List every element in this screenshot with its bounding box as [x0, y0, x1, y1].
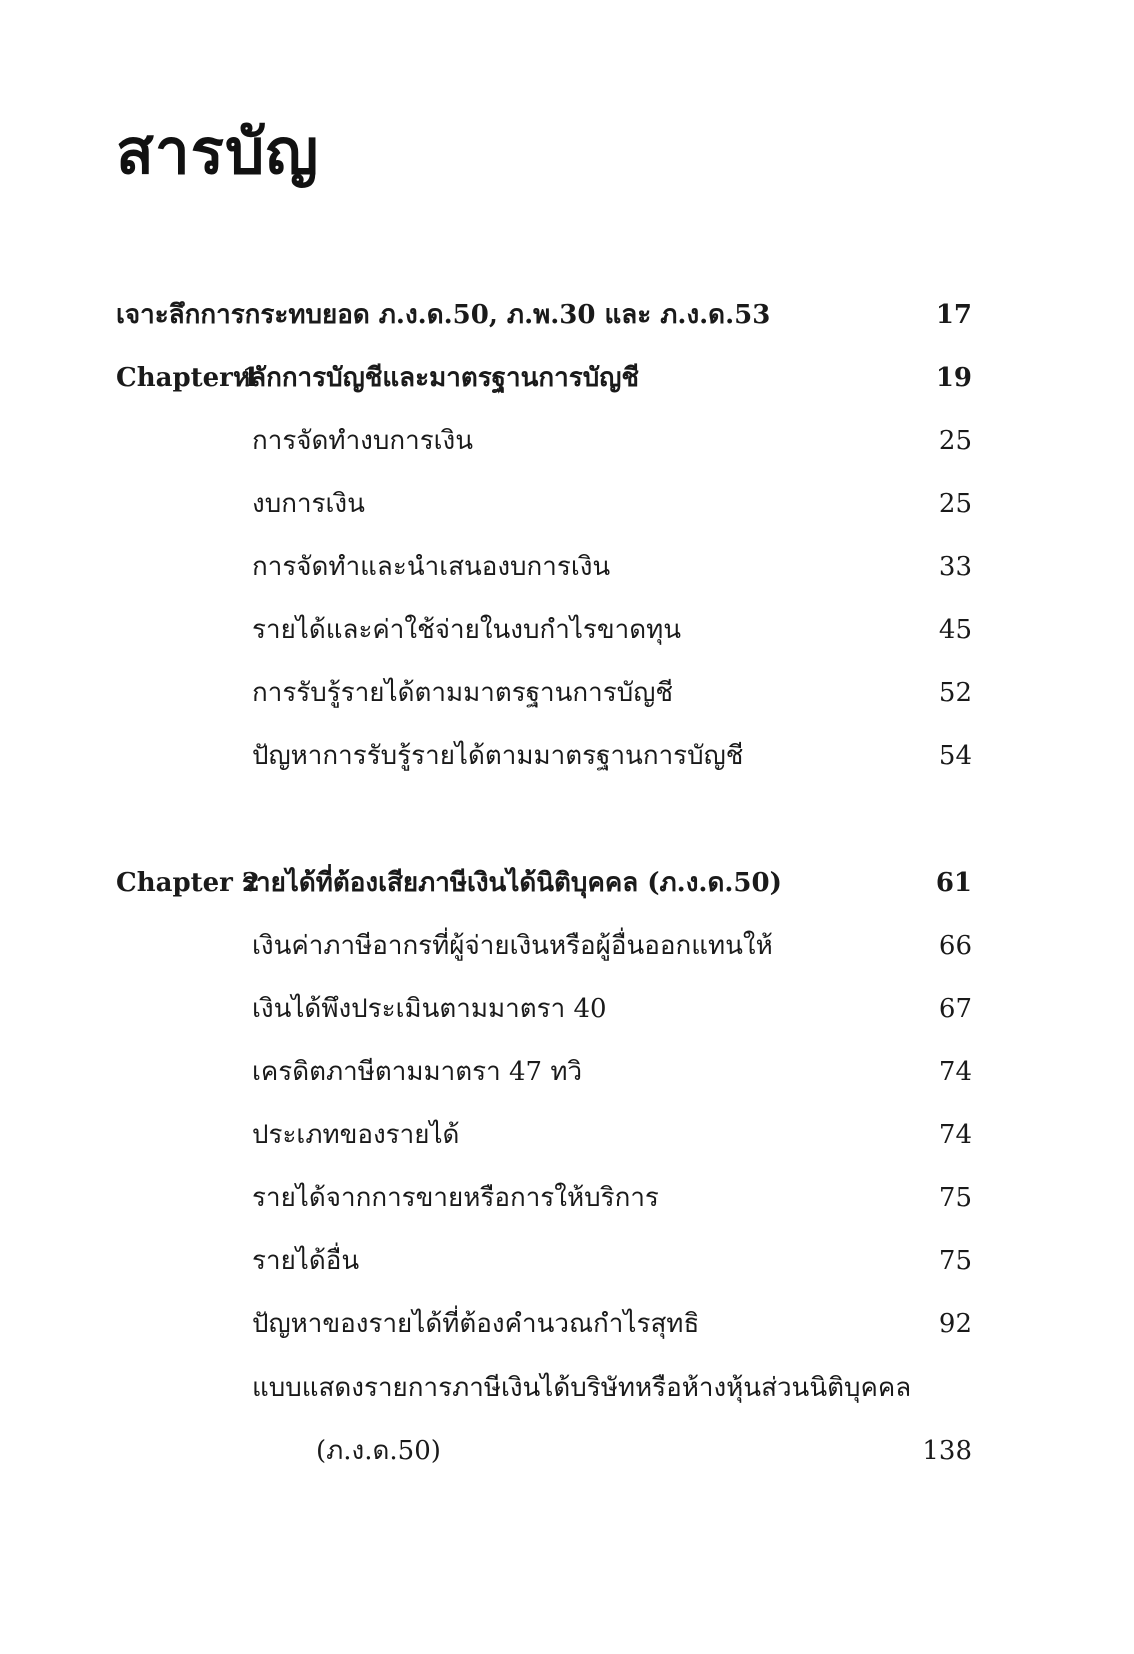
toc-page-number: 52 [938, 678, 972, 708]
chapter-title: รายได้ที่ต้องเสียภาษีเงินได้นิติบุคคล (ภ.ง.ด.50) [242, 868, 782, 898]
toc-section-row[interactable] [116, 921, 972, 971]
toc-section-row[interactable] [116, 1047, 972, 1097]
toc-chapter-2-row[interactable] [116, 858, 972, 908]
toc-entry-title: เงินได้พึงประเมินตามมาตรา 40 [252, 994, 607, 1024]
toc-entry-title: เจาะลึกการกระทบยอด ภ.ง.ด.50, ภ.พ.30 และ ภ.ง.ด.53 [116, 300, 771, 330]
toc-page-number: 138 [922, 1436, 972, 1466]
toc-entry-title: การจัดทำและนำเสนองบการเงิน [252, 552, 611, 582]
toc-page-number: 75 [938, 1183, 972, 1213]
toc-entry-title: เงินค่าภาษีอากรที่ผู้จ่ายเงินหรือผู้อื่นออกแทนให้ [252, 931, 773, 961]
toc-page-number: 66 [938, 931, 972, 961]
page-title: สารบัญ [116, 115, 320, 188]
toc-section-row[interactable] [116, 731, 972, 781]
toc-page-number: 33 [938, 552, 972, 582]
chapter-label: Chapter 2 [116, 868, 261, 898]
toc-section-continuation-row[interactable] [116, 1426, 972, 1476]
toc-section-row[interactable] [116, 1173, 972, 1223]
toc-page-number: 45 [938, 615, 972, 645]
chapter-label: Chapter 1 [116, 363, 261, 393]
toc-entry-title: ประเภทของรายได้ [252, 1120, 460, 1150]
toc-entry-title: ปัญหาการรับรู้รายได้ตามมาตรฐานการบัญชี [252, 741, 744, 771]
toc-section-row[interactable] [116, 479, 972, 529]
toc-section-row[interactable] [116, 605, 972, 655]
toc-entry-title: แบบแสดงรายการภาษีเงินได้บริษัทหรือห้างหุ้นส่วนนิติบุคคล [252, 1373, 912, 1403]
toc-section-row[interactable] [116, 542, 972, 592]
toc-page-number: 74 [938, 1057, 972, 1087]
toc-page-number: 54 [938, 741, 972, 771]
toc-section-row[interactable] [116, 1299, 972, 1349]
toc-entry-continuation: (ภ.ง.ด.50) [316, 1436, 441, 1466]
toc-entry-title: รายได้จากการขายหรือการให้บริการ [252, 1183, 659, 1213]
toc-page-number: 17 [935, 300, 972, 330]
toc-entry-title: การรับรู้รายได้ตามมาตรฐานการบัญชี [252, 678, 674, 708]
toc-entry-title: รายได้อื่น [252, 1246, 360, 1276]
toc-entry-title: เครดิตภาษีตามมาตรา 47 ทวิ [252, 1057, 583, 1087]
toc-section-row[interactable] [116, 1236, 972, 1286]
toc-section-row[interactable] [116, 1110, 972, 1160]
toc-page-number: 19 [935, 363, 972, 393]
toc-page-number: 25 [938, 489, 972, 519]
toc-chapter-1-row[interactable] [116, 353, 972, 403]
toc-page-number: 61 [935, 868, 972, 898]
toc-entry-title: รายได้และค่าใช้จ่ายในงบกำไรขาดทุน [252, 615, 682, 645]
toc-page-number: 25 [938, 426, 972, 456]
toc-page-number: 74 [938, 1120, 972, 1150]
chapter-title: หลักการบัญชีและมาตรฐานการบัญชี [233, 363, 639, 393]
toc-section-row[interactable] [116, 1363, 972, 1413]
toc-entry-title: งบการเงิน [252, 489, 365, 519]
toc-section-row[interactable] [116, 984, 972, 1034]
toc-section-row[interactable] [116, 416, 972, 466]
toc-section-row[interactable] [116, 668, 972, 718]
toc-page-number: 75 [938, 1246, 972, 1276]
toc-entry-title: ปัญหาของรายได้ที่ต้องคำนวณกำไรสุทธิ [252, 1309, 700, 1339]
toc-page-number: 67 [938, 994, 972, 1024]
toc-page-number: 92 [938, 1309, 972, 1339]
toc-intro-row[interactable] [116, 290, 972, 340]
toc-entry-title: การจัดทำงบการเงิน [252, 426, 474, 456]
